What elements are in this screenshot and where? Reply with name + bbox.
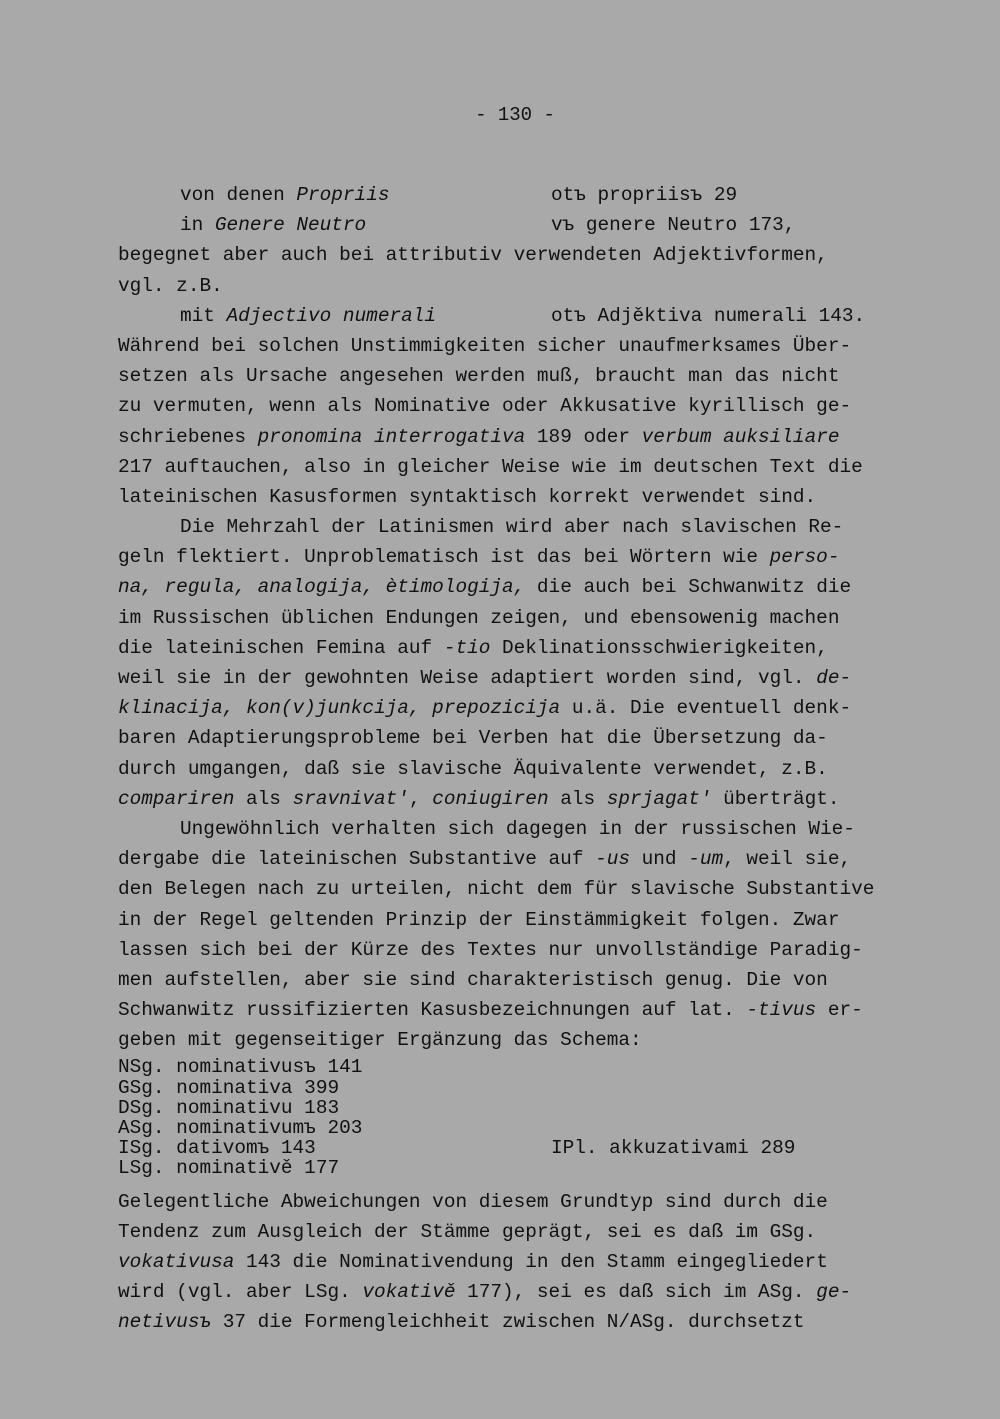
text: Deklinationsschwierigkeiten, [490, 636, 828, 659]
schema-row [118, 1138, 898, 1158]
text: mit [180, 304, 227, 327]
italic-term: sprjagat' [606, 787, 712, 810]
latin-term: Adjectivo numerali [226, 304, 436, 327]
text: schriebenes [118, 425, 258, 448]
page-number: - 130 - [475, 104, 555, 126]
text: , [408, 787, 433, 810]
italic-term: verbum auksiliare [641, 425, 840, 448]
text-line: im Russischen üblichen Endungen zeigen, und ebensowenig machen [118, 606, 840, 629]
text: und [630, 848, 689, 871]
text-line [118, 1307, 898, 1337]
italic-term: -tivus [746, 999, 817, 1022]
russian-form: vъ genere Neutro 173, [551, 214, 796, 237]
schema-cell: IPl. akkuzativami 289 [551, 1137, 796, 1160]
text-line [118, 663, 898, 693]
italic-term: compariren [118, 787, 235, 810]
text-line: Tendenz zum Ausgleich der Stämme geprägt, sei es daß im GSg. [118, 1220, 817, 1243]
text-line: baren Adaptierungsprobleme bei Verben hat die Übersetzung da- [118, 727, 828, 750]
text: die auch bei Schwanwitz die [525, 576, 852, 599]
text-line: Gelegentliche Abweichungen von diesem Grundtyp sind durch die [118, 1190, 828, 1213]
text: 177), sei es daß sich im ASg. [455, 1281, 817, 1304]
text-line: zu vermuten, wenn als Nominative oder Akkusative kyrillisch ge- [118, 395, 852, 418]
italic-term: de- [816, 667, 852, 689]
text: von denen [180, 184, 297, 206]
italic-term: -tio [443, 636, 491, 659]
schema-cell: GSg. nominativa 399 [118, 1076, 340, 1099]
text-line: Die Mehrzahl der Latinismen wird aber nach slavischen Re- [180, 516, 844, 539]
text-line [118, 1247, 898, 1277]
text-line: lassen sich bei der Kürze des Textes nur unvollständige Paradig- [118, 938, 863, 961]
text: , weil sie, [723, 848, 852, 871]
russian-form: otъ Adjěktiva numerali 143. [551, 304, 866, 327]
schema-cell: NSg. nominativusъ 141 [118, 1056, 363, 1079]
latin-term: Genere Neutro [214, 214, 367, 237]
text: weil sie in der gewohnten Weise adaptiert worden sind, vgl. [118, 667, 817, 689]
italic-term: klinacija, kon(v)junkcija, prepozicija [118, 697, 561, 720]
italic-term: vokativusa [118, 1250, 235, 1273]
text-line: geben mit gegenseitiger Ergänzung das Schema: [118, 1029, 642, 1052]
text-line [118, 693, 898, 723]
text: überträgt. [711, 787, 840, 810]
italic-term: -um [688, 848, 724, 871]
text: u.ä. Die eventuell denk- [560, 697, 852, 720]
text-line: vgl. z.B. [118, 274, 223, 297]
text-line: Während bei solchen Unstimmigkeiten sicher unaufmerksames Über- [118, 334, 852, 357]
example-line [118, 180, 898, 210]
text-line: setzen als Ursache angesehen werden muß, braucht man das nicht [118, 365, 840, 388]
text: Schwanwitz russifizierten Kasusbezeichnungen auf lat. [118, 999, 747, 1022]
italic-term: pronomina interrogativa [257, 425, 526, 448]
text: 37 die Formengleichheit zwischen N/ASg. durchsetzt [211, 1311, 805, 1334]
text: als [548, 787, 607, 810]
text: dergabe die lateinischen Substantive auf [118, 848, 596, 871]
text-line [118, 542, 898, 572]
text: wird (vgl. aber LSg. [118, 1281, 363, 1304]
text: 189 oder [525, 425, 642, 448]
schema-row [118, 1118, 898, 1138]
text-line: Ungewöhnlich verhalten sich dagegen in der russischen Wie- [180, 817, 855, 840]
italic-term: sravnivat' [292, 787, 409, 810]
text: 143 die Nominativendung in den Stamm eingegliedert [234, 1250, 828, 1273]
example-line [118, 210, 898, 240]
declension-schema [118, 1057, 898, 1178]
italic-term: ge- [816, 1281, 852, 1304]
text: als [234, 787, 293, 810]
text-line [118, 844, 898, 874]
russian-form: otъ propriisъ 29 [551, 184, 738, 206]
text-line: 217 auftauchen, also in gleicher Weise wie im deutschen Text die [118, 455, 863, 478]
text-line [118, 633, 898, 663]
body-text [118, 180, 898, 1338]
italic-term: vokativě [362, 1281, 456, 1304]
schema-cell: LSg. nominativě 177 [118, 1157, 340, 1180]
italic-term: coniugiren [432, 787, 549, 810]
italic-term: -us [595, 848, 631, 871]
text-line [118, 784, 898, 814]
text-line [118, 422, 898, 452]
italic-term: na, regula, analogija, ètimologija, [118, 576, 526, 599]
text: die lateinischen Femina auf [118, 636, 444, 659]
text-line: den Belegen nach zu urteilen, nicht dem für slavische Substantive [118, 878, 875, 901]
schema-cell: ISg. dativomъ 143 [118, 1137, 316, 1160]
example-line [118, 301, 898, 331]
text-line: durch umgangen, daß sie slavische Äquivalente verwendet, z.B. [118, 757, 828, 780]
latin-term: Propriis [296, 184, 390, 206]
text: in [180, 214, 215, 237]
text-line: lateinischen Kasusformen syntaktisch korrekt verwendet sind. [118, 485, 817, 508]
schema-row [118, 1057, 898, 1077]
text-line: men aufstellen, aber sie sind charakteristisch genug. Die von [118, 968, 828, 991]
schema-row [118, 1098, 898, 1118]
schema-row [118, 1078, 898, 1098]
text-line [118, 572, 898, 602]
italic-term: netivusъ [118, 1311, 212, 1334]
text: er- [816, 999, 863, 1022]
schema-cell: DSg. nominativu 183 [118, 1096, 340, 1119]
text: geln flektiert. Unproblematisch ist das bei Wörtern wie [118, 546, 770, 569]
text-line [118, 995, 898, 1025]
text-line: in der Regel geltenden Prinzip der Einstämmigkeit folgen. Zwar [118, 908, 840, 931]
text-line: begegnet aber auch bei attributiv verwendeten Adjektivformen, [118, 244, 828, 267]
schema-row [118, 1158, 898, 1178]
schema-cell: ASg. nominativumъ 203 [118, 1117, 363, 1139]
italic-term: perso- [769, 546, 840, 569]
text-line [118, 1277, 898, 1307]
